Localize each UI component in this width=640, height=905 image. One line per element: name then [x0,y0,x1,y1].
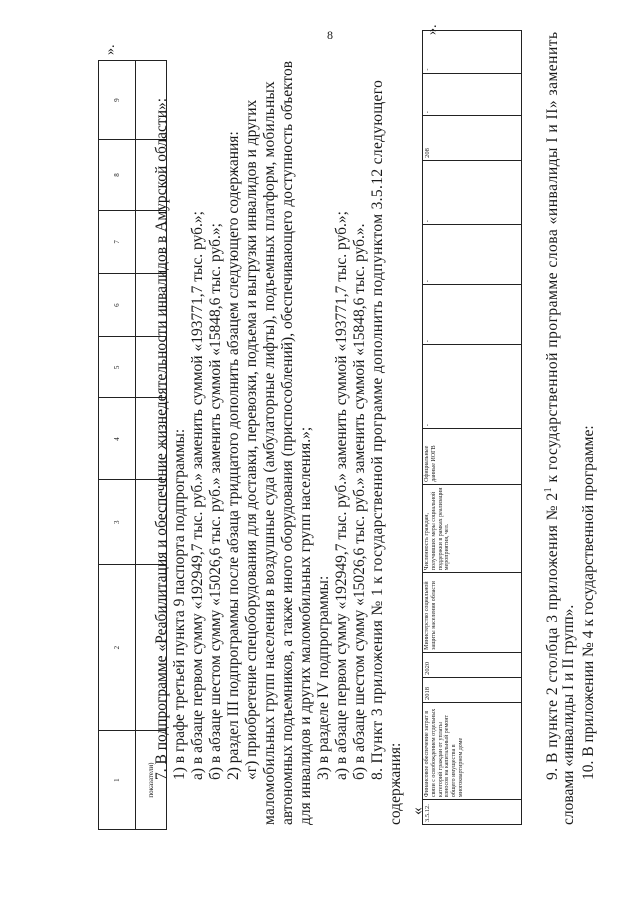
text-line: а) в абзаце первом сумму «192949,7 тыс. руб.» заменить суммой «193771,7 тыс. руб.»; [189,211,206,780]
text-line: 2) раздел III подпрограммы после абзаца тридцатого дополнить абзацем следующего содержания: [225,131,242,780]
table-cell-value: - [423,31,522,74]
text-line: для инвалидов и других маломобильных групп населения.»; [297,426,314,825]
table-cell: 2 [99,565,136,731]
table-cell-executor: Министерство социальной защиты населения области [423,573,522,653]
text-line: б) в абзаце шестом сумму «15026,6 тыс. руб.» заменить суммой «15848,6 тыс. руб.». [351,223,368,780]
table-cell: 5 [99,337,136,398]
table-cell-number: 3.5.12. [423,800,522,825]
text-line: б) в абзаце шестом сумму «15026,6 тыс. руб.» заменить суммой «15848,6 тыс. руб.»; [207,223,224,780]
text-fragment: к государственной программе слова «инвалиды I и II» заменить [544,31,562,483]
table-cell-start-year: 2018 [423,677,522,702]
table-cell-value: 208 [423,116,522,161]
text-line: «г) приобретение спецоборудования для доставки, перевозки, подъема и выгрузки инвалидов и других [243,99,260,780]
text-line: словами «инвалиды I и II групп». [560,604,577,825]
text-line: 8. Пункт 3 приложения № 1 к государственной программе дополнить подпунктом 3.5.12 следующего [369,79,386,780]
table-cell: 1 [99,731,136,830]
subitem-table [422,30,522,825]
table-cell: 4 [99,398,136,480]
table-cell-value: - [423,73,522,116]
table-cell: 9 [99,61,136,140]
table-cell: показатели) [136,731,167,830]
table-cell-name: Финансовое обеспечение затрат в связи с освобождением отдельных категорий граждан от уплаты взносов на капитальный ремонт общего имущества в многоквартирном доме [423,702,522,799]
closing-quote: ». [103,44,118,55]
table-cell: 7 [99,210,136,273]
text-line: 7. В подпрограмме «Реабилитация и обеспечение жизнедеятельности инвалидов в Амурской области»: [153,97,170,780]
superscript: 1 [543,486,554,493]
text-line: 10. В приложении № 4 к государственной программе: [580,425,597,780]
text-line: а) в абзаце первом сумму «192949,7 тыс. руб.» заменить суммой «193771,7 тыс. руб.»; [333,211,350,780]
text-line: содержания: [387,742,404,825]
table-cell-end-year: 2020 [423,652,522,677]
table-cell: 3 [99,480,136,565]
table-cell-value: - [423,225,522,285]
page-number: 8 [327,28,333,42]
closing-quote: ». [425,24,440,35]
text-fragment: 9. В пункте 2 столбца 3 приложения № 2 [544,492,562,780]
table-cell: 8 [99,140,136,211]
table-cell-value: - [423,160,522,224]
text-line: 3) в разделе IV подпрограммы: [315,575,332,780]
table-cell-value: - [423,285,522,345]
text-line-9 [540,31,562,780]
text-line: автономных подъемников, а также иного оборудования (приспособлений), обеспечивающего доступность объектов [279,60,296,825]
text-line: маломобильных групп населения в воздушные суда (амбулаторные лифты), подъемных платформ, мобильных [261,81,278,825]
text-line: 1) в графе третьей пункта 9 паспорта подпрограммы: [171,428,188,780]
table-row [423,31,522,825]
table-cell-indicator: Численность граждан, получивших меры социальной поддержки в рамках реализации мероприятия, чел. [423,484,522,572]
table-cell: 6 [99,274,136,337]
opening-quote: « [409,807,426,815]
table-cell-source: Официальные данные ИОГВ [423,429,522,485]
table-cell-value: - [423,345,522,429]
table-row [99,61,136,830]
